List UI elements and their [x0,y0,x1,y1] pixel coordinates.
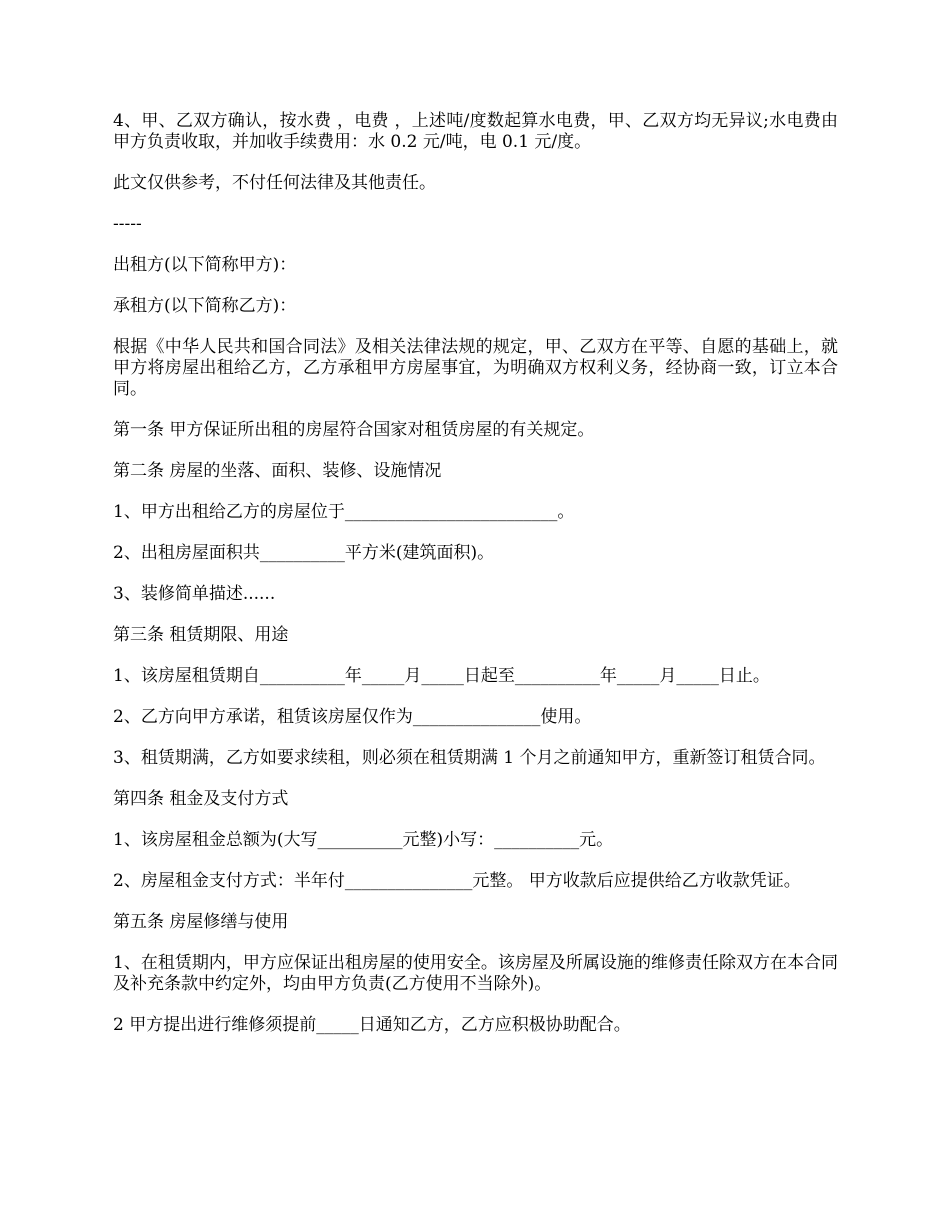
paragraph-preamble: 根据《中华人民共和国合同法》及相关法律法规的规定，甲、乙双方在平等、自愿的基础上，就甲方将房屋出租给乙方，乙方承租甲方房屋事宜，为明确双方权利义务，经协商一致，订立本合同。 [113,337,838,399]
paragraph-lessee: 承租方(以下简称乙方)： [113,296,297,316]
article-3-heading: 第三条 租赁期限、用途 [113,625,289,645]
article-3-item-1: 1、该房屋租赁期自__________年_____月_____日起至__________年_____月_____日止。 [113,666,770,686]
article-5-heading: 第五条 房屋修缮与使用 [113,912,289,932]
separator: ----- [113,214,142,234]
article-3-item-2: 2、乙方向甲方承诺，租赁该房屋仅作为_______________使用。 [113,707,592,727]
article-3-item-3: 3、租赁期满，乙方如要求续租，则必须在租赁期满 1 个月之前通知甲方，重新签订租赁合同。 [113,748,826,768]
article-2-heading: 第二条 房屋的坐落、面积、装修、设施情况 [113,461,442,481]
article-2-item-1: 1、甲方出租给乙方的房屋位于_________________________。 [113,502,575,522]
article-4-item-2: 2、房屋租金支付方式：半年付_______________元整。 甲方收款后应提供给乙方收款凭证。 [113,871,801,891]
article-5-item-1: 1、在租赁期内，甲方应保证出租房屋的使用安全。该房屋及所属设施的维修责任除双方在本合同及补充条款中约定外，均由甲方负责(乙方使用不当除外)。 [113,953,838,994]
article-1: 第一条 甲方保证所出租的房屋符合国家对租赁房屋的有关规定。 [113,420,595,440]
article-2-item-3: 3、装修简单描述...... [113,584,276,604]
paragraph-lessor: 出租方(以下简称甲方)： [113,255,297,275]
article-4-item-1: 1、该房屋租金总额为(大写__________元整)小写：__________元。 [113,830,614,850]
paragraph-disclaimer: 此文仅供参考，不付任何法律及其他责任。 [113,173,436,193]
article-2-item-2: 2、出租房屋面积共__________平方米(建筑面积)。 [113,543,495,563]
article-5-item-2: 2 甲方提出进行维修须提前_____日通知乙方，乙方应积极协助配合。 [113,1015,631,1035]
article-4-heading: 第四条 租金及支付方式 [113,789,289,809]
paragraph-utilities-fee: 4、甲、乙双方确认，按水费 ，电费 ，上述吨/度数起算水电费，甲、乙双方均无异议;水电费由甲方负责收取，并加收手续费用：水 0.2 元/吨，电 0.1 元/度。 [113,111,838,152]
